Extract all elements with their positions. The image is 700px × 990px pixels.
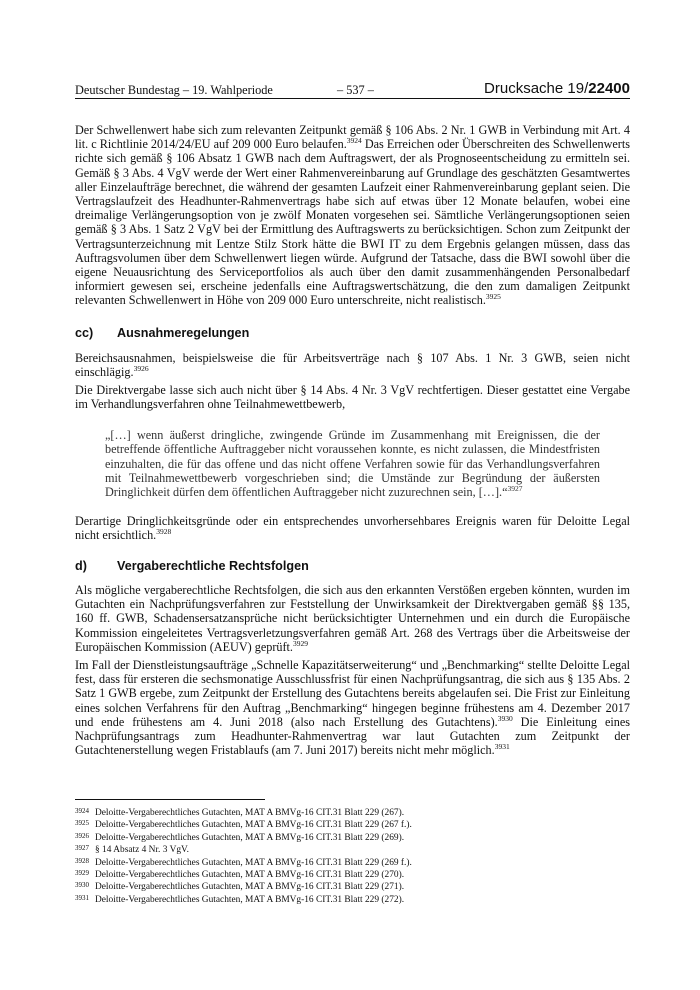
footnote-number: 3930 bbox=[75, 881, 89, 890]
quote-text: „[…] wenn äußerst dringliche, zwingende Gründe im Zusammenhang mit Ereignissen, die der betreffende öffentliche Auftraggeber nicht voraussehen konnte, es nicht zulassen, die Mindestfristen einzuhalten, die für das offene und das nicht offene Verfahren sowie für das Verhandlungsverfahren mit Teilnahmewettbewerb vorgeschrieben sind; die Umstände zur Begründung der äußersten Dringlichkeit dürfen dem öffentlichen Auftraggeber nicht zuzurechnen sein, […].“ bbox=[105, 428, 600, 500]
footnote-ref[interactable]: 3929 bbox=[292, 638, 308, 648]
footnote-item bbox=[75, 844, 630, 856]
footnote-number: 3925 bbox=[75, 819, 89, 828]
paragraph-direct-award bbox=[75, 383, 630, 411]
header-publisher: Deutscher Bundestag – 19. Wahlperiode bbox=[75, 83, 273, 97]
section-title: Ausnahmeregelungen bbox=[117, 326, 250, 340]
page-header bbox=[75, 80, 630, 100]
footnote-ref[interactable]: 3931 bbox=[494, 742, 510, 752]
paragraph-urgency bbox=[75, 514, 630, 542]
footnote-text: Deloitte-Vergaberechtliches Gutachten, MAT A BMVg-16 CIT.31 Blatt 229 (270). bbox=[95, 869, 405, 880]
document-number bbox=[484, 80, 630, 97]
paragraph-threshold bbox=[75, 123, 630, 308]
footnote-item bbox=[75, 894, 630, 906]
footnote-text: § 14 Absatz 4 Nr. 3 VgV. bbox=[95, 845, 189, 856]
paragraph-text: Der Schwellenwert habe sich zum relevanten Zeitpunkt gemäß § 106 Abs. 2 Nr. 1 GWB in Verbindung mit Art. 4 lit. c Richtlinie 2014/24/EU auf 209 000 Euro belaufen. bbox=[75, 123, 630, 152]
document-number-bold: 22400 bbox=[588, 80, 630, 97]
block-quote bbox=[105, 428, 600, 499]
footnote-item bbox=[75, 832, 630, 844]
footnote-item bbox=[75, 881, 630, 893]
footnote-divider bbox=[75, 799, 265, 800]
footnote-text: Deloitte-Vergaberechtliches Gutachten, MAT A BMVg-16 CIT.31 Blatt 229 (267 f.). bbox=[95, 820, 412, 831]
footnote-text: Deloitte-Vergaberechtliches Gutachten, MAT A BMVg-16 CIT.31 Blatt 229 (267). bbox=[95, 808, 405, 818]
footnotes-list bbox=[75, 807, 630, 906]
footnote-item bbox=[75, 857, 630, 869]
document-number-prefix: 19/ bbox=[567, 80, 589, 97]
section-title: Vergaberechtliche Rechtsfolgen bbox=[117, 559, 309, 573]
paragraph-text: Derartige Dringlichkeitsgründe oder ein entsprechendes unvorhersehbares Ereignis waren für Deloitte Legal nicht ersichtlich. bbox=[75, 514, 630, 543]
paragraph-deadlines bbox=[75, 658, 630, 757]
footnote-text: Deloitte-Vergaberechtliches Gutachten, MAT A BMVg-16 CIT.31 Blatt 229 (272). bbox=[95, 894, 405, 905]
header-divider bbox=[75, 98, 630, 99]
section-number: cc) bbox=[75, 326, 94, 340]
footnote-ref[interactable]: 3926 bbox=[133, 364, 149, 374]
paragraph-text: Im Fall der Dienstleistungsaufträge „Schnelle Kapazitätserweiterung“ und „Benchmarking“ stellte Deloitte Legal fest, dass für ersteren die sechsmonatige Ausschlussfrist für einen Nachprüfungsantrag, die sich aus § 135 Abs. 2 Satz 1 GWB ergebe, zum Zeitpunkt der Erstellung des Gutachtens bereits abgelaufen sei. Die Frist zur Einleitung eines solchen Verfahrens für den Auftrag „Benchmarking“ hingegen beginne frühestens am 4. Dezember 2017 und ende frühestens am 4. Juni 2018 (also nach Erstellung des Gutachtens). bbox=[75, 658, 630, 729]
footnote-ref[interactable]: 3928 bbox=[156, 527, 172, 537]
paragraph-text: Als mögliche vergaberechtliche Rechtsfolgen, die sich aus den erkannten Verstößen ergeben könnten, wurden im Gutachten ein Nachprüfungsverfahren zur Feststellung der Unwirksamkeit der Direktvergaben gemäß §§ 135, 160 ff. GWB, Schadensersatzansprüche nicht berücksichtigter Unternehmen und ein durch die Europäische Kommission eingeleitetes Vertragsverletzungsverfahren gemäß Art. 268 des Vertrags über die Arbeitsweise der Europäischen Kommission (AEUV) geprüft. bbox=[75, 583, 630, 654]
paragraph-text: Bereichsausnahmen, beispielsweise die für Arbeitsverträge nach § 107 Abs. 1 Nr. 3 GWB, seien nicht einschlägig. bbox=[75, 351, 630, 380]
footnote-number: 3924 bbox=[75, 807, 89, 815]
footnote-text: Deloitte-Vergaberechtliches Gutachten, MAT A BMVg-16 CIT.31 Blatt 229 (271). bbox=[95, 882, 405, 893]
footnote-ref[interactable]: 3927 bbox=[507, 484, 523, 494]
section-heading-exceptions bbox=[75, 326, 249, 340]
paragraph-exclusions bbox=[75, 351, 630, 379]
footnote-number: 3928 bbox=[75, 856, 89, 865]
footnote-ref[interactable]: 3924 bbox=[346, 136, 362, 146]
paragraph-legal-consequences bbox=[75, 583, 630, 654]
footnote-ref[interactable]: 3925 bbox=[485, 292, 501, 302]
paragraph-text: Die Direktvergabe lasse sich auch nicht über § 14 Abs. 4 Nr. 3 VgV rechtfertigen. Dieser gestattet eine Vergabe im Verhandlungsverfahren ohne Teilnahmewettbewerb, bbox=[75, 383, 630, 412]
paragraph-text: Die Einleitung eines Nachprüfungsantrags zum Headhunter-Rahmenvertrag war laut Gutachten zum Zeitpunkt der Gutachtenerstellung wegen Fristablaufs (am 7. Juni 2017) bereits nicht mehr möglich. bbox=[75, 714, 630, 758]
footnote-number: 3929 bbox=[75, 868, 89, 877]
footnote-item bbox=[75, 807, 630, 819]
footnote-number: 3931 bbox=[75, 893, 89, 902]
footnote-text: Deloitte-Vergaberechtliches Gutachten, MAT A BMVg-16 CIT.31 Blatt 229 (269). bbox=[95, 832, 405, 843]
document-number-label: Drucksache bbox=[484, 80, 564, 97]
footnote-ref[interactable]: 3930 bbox=[497, 713, 513, 723]
footnote-item bbox=[75, 869, 630, 881]
paragraph-text: Das Erreichen oder Überschreiten des Schwellenwerts richte sich gemäß § 106 Absatz 1 GWB nach dem Auftragswert, der als Prognoseentscheidung zu ermitteln sei. Gemäß § 3 Abs. 4 VgV werde der Wert einer Rahmenvereinbarung auf Grundlage des geschätzten Gesamtwertes aller Einzelaufträge berechnet, die während der gesamten Laufzeit einer Rahmenvereinbarung geplant seien. Die Vertragslaufzeit des Headhunter-Rahmenvertrags habe sich auf etwas über 12 Monate belaufen, wobei eine dreimalige Verlängerungsoption von je zwölf Monaten vorgesehen sei. Sämtliche Verlängerungsoptionen seien gemäß § 3 Abs. 1 Satz 2 VgV bei der Ermittlung des Auftragswerts zu berücksichtigen. Schon zum Zeitpunkt der Vertragsunterzeichnung mit Lentze Stilz Stork hätte die BWI IT zu dem Ergebnis gelangen müssen, dass das Auftragsvolumen über dem Schwellenwert liegen würde. Aufgrund der Tatsache, dass die BWI sowohl über die eigene Neuausrichtung des Serviceportfolios als auch über den damit zusammenhängenden Personalbedarf informiert gewesen sei, erscheine jedenfalls eine Auftragswertschätzung, die den zum damaligen Zeitpunkt relevanten Schwellenwert in Höhe von 209 000 Euro unterschreite, nicht realistisch. bbox=[75, 137, 630, 308]
footnote-text: Deloitte-Vergaberechtliches Gutachten, MAT A BMVg-16 CIT.31 Blatt 229 (269 f.). bbox=[95, 857, 412, 868]
footnote-item bbox=[75, 819, 630, 831]
section-heading-consequences bbox=[75, 559, 309, 573]
page-number: – 537 – bbox=[337, 83, 374, 97]
footnote-number: 3926 bbox=[75, 831, 89, 840]
footnote-number: 3927 bbox=[75, 844, 89, 853]
section-number: d) bbox=[75, 559, 87, 573]
